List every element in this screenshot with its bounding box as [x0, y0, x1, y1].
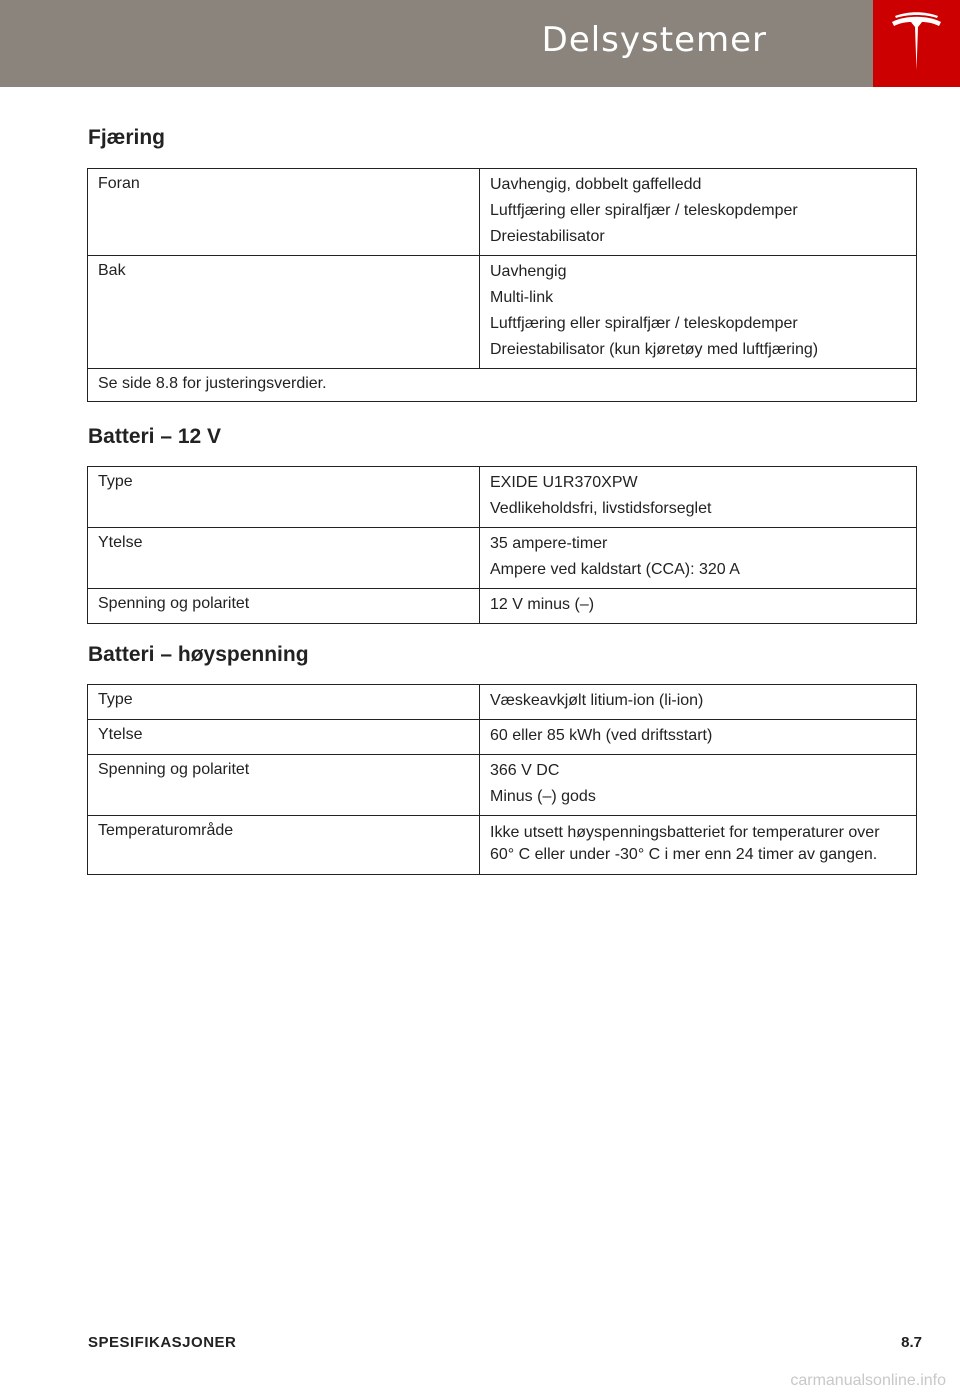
table-row [88, 528, 917, 589]
table-row [88, 369, 917, 402]
page-number: 8.7 [901, 1334, 922, 1351]
row-label: Type [88, 467, 480, 528]
value-line: Dreiestabilisator [490, 228, 605, 245]
value-line: Dreiestabilisator (kun kjøretøy med luftfjæring) [490, 341, 819, 358]
row-values [480, 528, 917, 589]
table-row [88, 256, 917, 369]
footer-section-label: SPESIFIKASJONER [88, 1334, 237, 1351]
value-line: Uavhengig [490, 263, 567, 280]
row-label: Type [88, 685, 480, 720]
value-paragraph: Ikke utsett høyspenningsbatteriet for temperaturer over 60° C eller under -30° C i mer enn 24 timer av gangen. [490, 824, 880, 863]
row-values [480, 256, 917, 369]
row-label: Foran [88, 169, 480, 256]
value-line: EXIDE U1R370XPW [490, 474, 638, 491]
section-title-battery-12v: Batteri – 12 V [88, 425, 222, 448]
value-line: Vedlikeholdsfri, livstidsforseglet [490, 500, 712, 517]
value-line: Minus (–) gods [490, 788, 596, 805]
row-values [480, 755, 917, 816]
page-title: Delsystemer [541, 20, 767, 60]
brand-logo [873, 0, 960, 87]
value-line: Ampere ved kaldstart (CCA): 320 A [490, 561, 740, 578]
row-label: Spenning og polaritet [88, 589, 480, 624]
row-values [480, 685, 917, 720]
value-line: Uavhengig, dobbelt gaffelledd [490, 176, 702, 193]
battery-hv-table [87, 684, 917, 875]
value-line: Luftfjæring eller spiralfjær / teleskopdemper [490, 202, 798, 219]
row-label: Spenning og polaritet [88, 755, 480, 816]
table-note: Se side 8.8 for justeringsverdier. [88, 369, 917, 402]
row-label: Temperaturområde [88, 816, 480, 875]
header-bar [0, 0, 873, 87]
table-row [88, 720, 917, 755]
table-row [88, 816, 917, 875]
table-row [88, 589, 917, 624]
watermark: carmanualsonline.info [790, 1372, 946, 1389]
table-row [88, 467, 917, 528]
tesla-logo-icon [873, 0, 960, 87]
row-values [480, 720, 917, 755]
row-values [480, 467, 917, 528]
row-values [480, 816, 917, 875]
section-title-battery-hv: Batteri – høyspenning [88, 643, 309, 666]
value-line: Multi-link [490, 289, 554, 306]
row-values [480, 589, 917, 624]
value-line: 12 V minus (–) [490, 596, 595, 613]
value-line: 60 eller 85 kWh (ved driftsstart) [490, 727, 713, 744]
row-label: Ytelse [88, 528, 480, 589]
row-label: Bak [88, 256, 480, 369]
table-row [88, 169, 917, 256]
value-line: 366 V DC [490, 762, 560, 779]
section-title-suspension: Fjæring [88, 126, 165, 149]
row-label: Ytelse [88, 720, 480, 755]
table-row [88, 685, 917, 720]
row-values [480, 169, 917, 256]
battery-12v-table [87, 466, 917, 624]
suspension-table [87, 168, 917, 402]
value-line: Luftfjæring eller spiralfjær / teleskopdemper [490, 315, 798, 332]
table-row [88, 755, 917, 816]
value-line: 35 ampere-timer [490, 535, 608, 552]
value-line: Væskeavkjølt litium-ion (li-ion) [490, 692, 704, 709]
